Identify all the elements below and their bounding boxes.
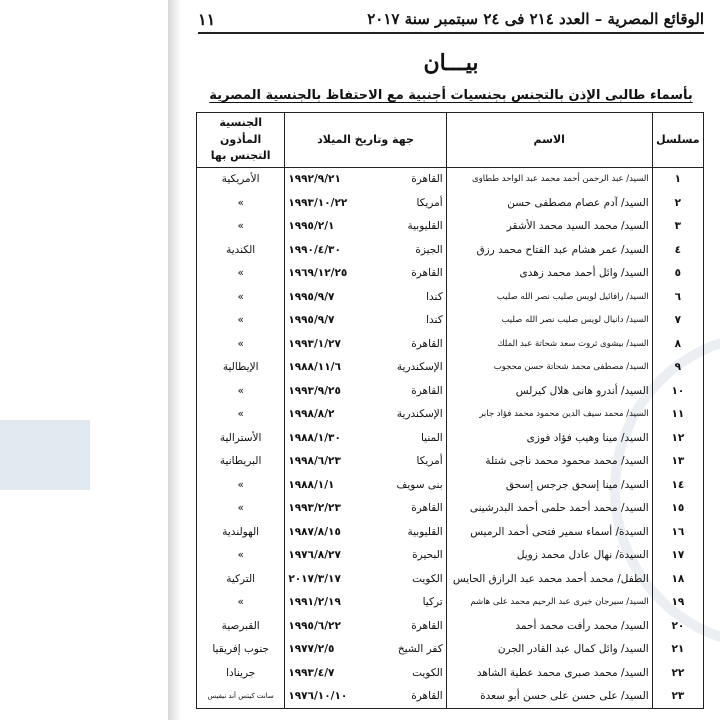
row-nationality: »	[197, 262, 285, 286]
row-birth	[285, 520, 446, 544]
row-birth-date: ١٩٩١/٢/١٩	[288, 596, 341, 609]
table-header-row	[197, 113, 704, 168]
row-serial: ٢٢	[652, 661, 703, 685]
row-serial: ١٣	[652, 450, 703, 474]
row-birth-place: الكويت	[412, 572, 443, 585]
row-birth	[285, 285, 446, 309]
row-birth-date: ١٩٩٥/٩/٧	[288, 314, 335, 327]
row-name: السيد/ آدم عصام مصطفى حسن	[446, 191, 652, 215]
row-birth-date: ١٩٨٨/١١/٦	[288, 361, 341, 374]
row-name: السيد/ سيرجان خيرى عبد الرحيم محمد على هاشم	[446, 591, 652, 615]
row-serial: ٢١	[652, 638, 703, 662]
row-birth-date: ١٩٩٣/٩/٢٥	[288, 384, 341, 397]
row-birth	[285, 591, 446, 615]
table-row	[197, 661, 704, 685]
row-birth	[285, 309, 446, 333]
row-name: السيدة/ أسماء سمير فتحى أحمد الرميس	[446, 520, 652, 544]
row-birth-date: ١٩٩٥/٢/١	[288, 220, 335, 233]
row-serial: ١٨	[652, 567, 703, 591]
row-serial: ٢	[652, 191, 703, 215]
row-birth-date: ١٩٩٣/١٠/٢٢	[288, 196, 348, 209]
row-birth-place: القاهرة	[411, 690, 443, 703]
row-nationality: الأمريكية	[197, 167, 285, 191]
row-name: السيد/ دانيال لويس صليب نصر الله صليب	[446, 309, 652, 333]
row-birth-place: القاهرة	[411, 267, 443, 280]
row-name: السيد/ على حسن على حسن أبو سعدة	[446, 685, 652, 709]
page-gutter-shadow	[168, 0, 182, 720]
row-nationality: »	[197, 332, 285, 356]
row-name: السيد/ محمد أحمد حلمى أحمد البدرشينى	[446, 497, 652, 521]
row-birth-date: ١٩٨٨/١/٣٠	[288, 431, 341, 444]
watermark-shape	[0, 420, 90, 490]
row-serial: ١٠	[652, 379, 703, 403]
row-birth-date: ١٩٩٥/٩/٧	[288, 290, 335, 303]
document-subtitle: بأسماء طالبى الإذن بالتجنس بجنسيات أجنبية مع الاحتفاظ بالجنسية المصرية	[209, 88, 693, 103]
row-serial: ١٧	[652, 544, 703, 568]
row-birth-place: المنيا	[420, 431, 443, 444]
page-margin	[0, 0, 168, 720]
row-birth	[285, 356, 446, 380]
row-serial: ٥	[652, 262, 703, 286]
row-serial: ٩	[652, 356, 703, 380]
table-row	[197, 473, 704, 497]
row-nationality: »	[197, 403, 285, 427]
row-birth-place: أمريكا	[416, 455, 443, 468]
running-header-title: الوقائع المصرية – العدد ٢١٤ فى ٢٤ سبتمبر سنة ٢٠١٧	[367, 10, 704, 28]
row-name: الطفل/ محمد أحمد محمد عبد الرازق الحايس	[446, 567, 652, 591]
row-birth	[285, 379, 446, 403]
row-birth-date: ١٩٩٨/٦/٢٣	[288, 455, 341, 468]
row-serial: ٢٣	[652, 685, 703, 709]
row-birth-date: ١٩٧٧/٢/٥	[288, 643, 335, 656]
row-birth-place: أمريكا	[416, 196, 443, 209]
table-row	[197, 309, 704, 333]
row-birth-place: القاهرة	[411, 337, 443, 350]
row-birth	[285, 332, 446, 356]
row-name: السيد/ محمد سيف الدين محمود محمد فؤاد جابر	[446, 403, 652, 427]
row-birth-place: القاهرة	[411, 384, 443, 397]
row-serial: ١٤	[652, 473, 703, 497]
gazette-page	[190, 0, 712, 720]
table-row	[197, 520, 704, 544]
row-birth	[285, 497, 446, 521]
table-row	[197, 285, 704, 309]
row-nationality: الهولندية	[197, 520, 285, 544]
row-birth	[285, 544, 446, 568]
row-serial: ١٥	[652, 497, 703, 521]
row-nationality: جنوب إفريقيا	[197, 638, 285, 662]
table-row	[197, 215, 704, 239]
table-row	[197, 191, 704, 215]
table-row	[197, 544, 704, 568]
row-name: السيدة/ نهال عادل محمد زويل	[446, 544, 652, 568]
table-row	[197, 403, 704, 427]
row-name: السيد/ عمر هشام عبد الفتاح محمد رزق	[446, 238, 652, 262]
row-name: السيد/ وائل أحمد محمد زهدى	[446, 262, 652, 286]
row-birth	[285, 638, 446, 662]
row-nationality: »	[197, 379, 285, 403]
row-birth-date: ١٩٩٨/٨/٢	[288, 408, 335, 421]
row-birth-date: ١٩٩٣/٤/٧	[288, 666, 335, 679]
row-birth-date: ١٩٧٦/١٠/١٠	[288, 690, 348, 703]
row-birth-place: كفر الشيخ	[397, 643, 443, 656]
page-number: ١١	[198, 9, 216, 29]
row-nationality: »	[197, 497, 285, 521]
table-row	[197, 262, 704, 286]
applicants-table	[196, 112, 704, 709]
table-row	[197, 332, 704, 356]
row-birth-place: القليوبية	[407, 525, 443, 538]
row-birth	[285, 685, 446, 709]
table-row	[197, 497, 704, 521]
row-birth	[285, 167, 446, 191]
row-nationality: »	[197, 309, 285, 333]
row-birth-place: تركيا	[422, 596, 443, 609]
table-body	[197, 167, 704, 709]
row-serial: ١٢	[652, 426, 703, 450]
row-name: السيد/ أندرو هانى هلال كيرلس	[446, 379, 652, 403]
row-birth	[285, 191, 446, 215]
row-nationality: التركية	[197, 567, 285, 591]
row-nationality: سانت كيتس أند نيفيس	[197, 685, 285, 709]
table-row	[197, 567, 704, 591]
row-birth	[285, 215, 446, 239]
row-serial: ٦	[652, 285, 703, 309]
row-birth-date: ١٩٩٣/٢/٢٣	[288, 502, 341, 515]
table-row	[197, 685, 704, 709]
row-serial: ١٩	[652, 591, 703, 615]
row-birth	[285, 403, 446, 427]
table-row	[197, 167, 704, 191]
row-birth	[285, 567, 446, 591]
row-nationality: »	[197, 191, 285, 215]
table-row	[197, 238, 704, 262]
row-nationality: »	[197, 215, 285, 239]
row-birth-place: الإسكندرية	[396, 408, 443, 421]
row-name: السيد/ عبد الرحمن أحمد محمد عبد الواحد ططاوى	[446, 167, 652, 191]
row-serial: ٤	[652, 238, 703, 262]
row-birth-date: ١٩٨٨/١/١	[288, 478, 335, 491]
row-birth-place: كندا	[426, 290, 443, 303]
row-nationality: »	[197, 591, 285, 615]
row-nationality: جرينادا	[197, 661, 285, 685]
row-birth-place: القليوبية	[407, 220, 443, 233]
row-birth	[285, 426, 446, 450]
row-birth-date: ١٩٩٣/١/٢٧	[288, 337, 341, 350]
row-birth-place: الإسكندرية	[396, 361, 443, 374]
row-nationality: الكندية	[197, 238, 285, 262]
row-birth	[285, 473, 446, 497]
header-nationality-line2: التجنس بها	[210, 149, 271, 162]
row-nationality: الإيطالية	[197, 356, 285, 380]
table-row	[197, 379, 704, 403]
row-name: السيد/ محمد السيد محمد الأشقر	[446, 215, 652, 239]
row-nationality: »	[197, 544, 285, 568]
row-name: السيد/ محمد محمود محمد ناجى شتلة	[446, 450, 652, 474]
row-name: السيد/ محمد صبرى محمد عطية الشاهد	[446, 661, 652, 685]
table-row	[197, 614, 704, 638]
row-birth-date: ١٩٩٠/٤/٣٠	[288, 243, 341, 256]
running-header	[198, 6, 704, 34]
table-row	[197, 591, 704, 615]
row-birth-date: ١٩٧٦/٨/٢٧	[288, 549, 341, 562]
row-birth-date: ١٩٨٧/٨/١٥	[288, 525, 341, 538]
row-birth-place: كندا	[426, 314, 443, 327]
document-title: بيـــان	[423, 50, 479, 76]
row-name: السيد/ بيشوى ثروت سعد شحاتة عبد الملك	[446, 332, 652, 356]
row-name: السيد/ وائل كمال عبد القادر الجرن	[446, 638, 652, 662]
row-serial: ١٦	[652, 520, 703, 544]
header-nationality	[197, 113, 285, 168]
row-birth-place: القاهرة	[411, 502, 443, 515]
row-nationality: البريطانية	[197, 450, 285, 474]
row-birth-place: القاهرة	[411, 619, 443, 632]
row-birth-date: ١٩٩٢/٩/٢١	[288, 173, 341, 186]
row-serial: ٣	[652, 215, 703, 239]
row-birth-place: الجيزة	[415, 243, 443, 256]
row-birth-place: الكويت	[412, 666, 443, 679]
table-row	[197, 356, 704, 380]
row-birth-place: القاهرة	[411, 173, 443, 186]
row-serial: ١١	[652, 403, 703, 427]
row-nationality: الأسترالية	[197, 426, 285, 450]
row-birth-date: ١٩٦٩/١٢/٢٥	[288, 267, 348, 280]
row-name: السيد/ محمد رأفت محمد أحمد	[446, 614, 652, 638]
row-name: السيد/ رافائيل لويس صليب نصر الله صليب	[446, 285, 652, 309]
row-nationality: القبرصية	[197, 614, 285, 638]
row-birth-place: البحيرة	[412, 549, 443, 562]
table-row	[197, 426, 704, 450]
row-nationality: »	[197, 285, 285, 309]
row-birth-date: ٢٠١٧/٣/١٧	[288, 572, 341, 585]
row-birth	[285, 661, 446, 685]
row-nationality: »	[197, 473, 285, 497]
header-serial: مسلسل	[652, 113, 703, 168]
row-birth-date: ١٩٩٥/٦/٢٢	[288, 619, 341, 632]
row-serial: ١	[652, 167, 703, 191]
row-birth-place: بنى سويف	[396, 478, 443, 491]
row-serial: ٧	[652, 309, 703, 333]
header-nationality-line1: الجنسية المأذون	[219, 116, 262, 146]
table-row	[197, 638, 704, 662]
table-row	[197, 450, 704, 474]
row-name: السيد/ مصطفى محمد شحاتة حسن محجوب	[446, 356, 652, 380]
row-birth	[285, 614, 446, 638]
row-name: السيد/ مينا إسحق جرجس إسحق	[446, 473, 652, 497]
row-birth	[285, 262, 446, 286]
header-name: الاسم	[446, 113, 652, 168]
header-birth: جهة وتاريخ الميلاد	[285, 113, 446, 168]
row-serial: ٨	[652, 332, 703, 356]
row-birth	[285, 238, 446, 262]
row-name: السيد/ مينا وهيب فؤاد فوزى	[446, 426, 652, 450]
row-serial: ٢٠	[652, 614, 703, 638]
row-birth	[285, 450, 446, 474]
